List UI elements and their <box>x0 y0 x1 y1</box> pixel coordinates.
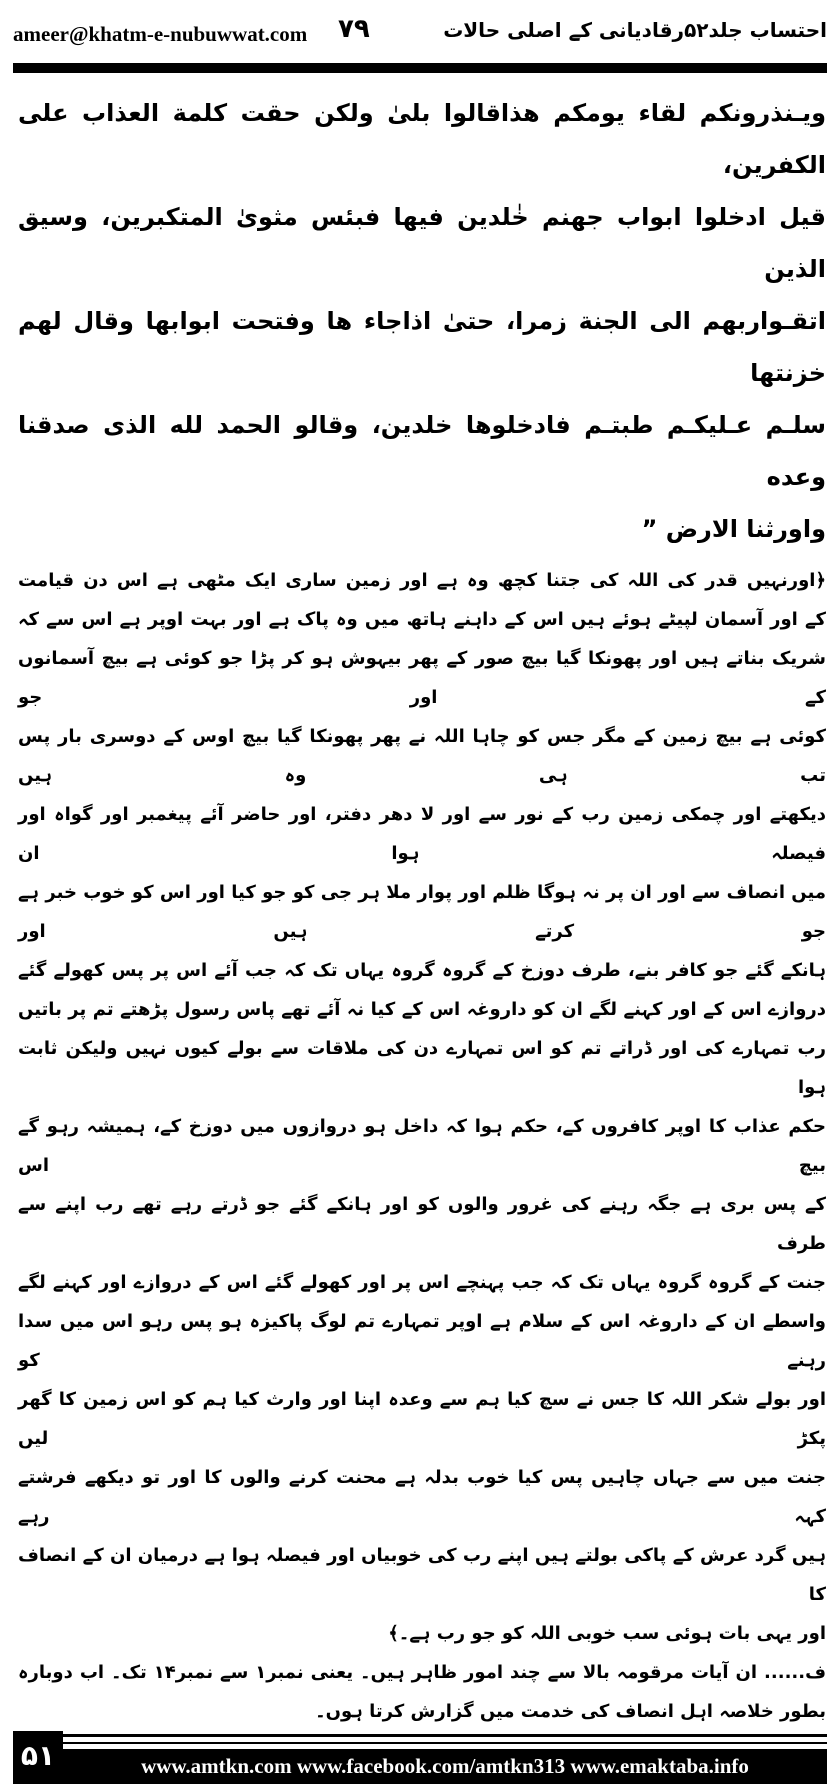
footer-rule <box>63 1742 827 1744</box>
header-rule <box>13 63 827 73</box>
header-email: ameer@khatm-e-nubuwwat.com <box>13 22 308 46</box>
urdu-translation-block <box>13 561 827 1731</box>
urdu-text-line: اور بولے شکر اللہ کا جس نے سچ کیا ہم سے وعدہ اپنا اور وارث کیا ہم کو اس زمین کا گھر پکڑ لیں <box>18 1389 826 1449</box>
page-footer <box>13 1731 827 1784</box>
urdu-text-line: جنت میں سے جہاں چاہیں پس کیا خوب بدلہ ہے محنت کرنے والوں کا اور تو دیکھے فرشتے کہہ رہے <box>18 1467 826 1527</box>
urdu-text-line: کوئی ہے بیچ زمین کے مگر جس کو چاہا اللہ نے پھر پھونکا گیا بیچ اوس کے دوسری بار پس تب ہی وہ ہیں <box>18 726 826 786</box>
arabic-verse-line: سلـم عـلیکـم طبتـم فادخلوها خلدین، وقالو الحمد لله الذی صدقنا وعده <box>18 411 826 491</box>
urdu-text-line: کے اور آسمان لپیٹے ہوئے ہیں اس کے داہنے ہاتھ میں وہ پاک ہے اور بہت اوپر ہے اس سے کہ <box>18 609 826 630</box>
urdu-text-line: اور یہی بات ہوئی سب خوبی اللہ کو جو رب ہے۔﴾ <box>388 1623 826 1644</box>
arabic-verse-line: ویـنذرونکم لقاء یومکم هذاقالوا بلیٰ ولکن حقت کلمة العذاب علی الکفرین، <box>18 99 826 179</box>
arabic-quote-block <box>13 87 827 555</box>
urdu-text-line: ف...... ان آیات مرقومہ بالا سے چند امور ظاہر ہیں۔ یعنی نمبر۱ سے نمبر۱۴ تک۔ اب دوبارہ <box>18 1662 826 1683</box>
footer-rule <box>63 1734 827 1737</box>
urdu-text-line: شریک بناتے ہیں اور پھونکا گیا بیچ صور کے پھر بیہوش ہو کر پڑا جو کوئی ہے بیچ آسمانوں کے اور جو <box>18 648 826 708</box>
urdu-text-line: بطور خلاصہ اہل انصاف کی خدمت میں گزارش کرتا ہوں۔ <box>315 1701 826 1722</box>
header-book-title: احتساب جلد۵۲رقادیانی کے اصلی حالات <box>443 18 827 42</box>
urdu-text-line: ہانکے گئے جو کافر بنے، طرف دوزخ کے گروہ گروہ یہاں تک کہ جب آئے اس پر پس کھولے گئے <box>18 960 826 981</box>
urdu-text-line: میں انصاف سے اور ان پر نہ ہوگا ظلم اور پوار ملا ہر جی کو جو کیا اور اس کو خوب خبر ہے جو کرتے ہیں اور <box>18 882 826 942</box>
urdu-text-line: ﴿اورنہیں قدر کی اللہ کی جتنا کچھ وہ ہے اور زمین ساری ایک مٹھی ہے اس دن قیامت <box>18 570 826 591</box>
urdu-text-line: ہیں گرد عرش کے پاکی بولتے ہیں اپنے رب کی خوبیاں اور فیصلہ ہوا ہے درمیان ان کے انصاف کا <box>18 1545 826 1605</box>
urdu-text-line: دروازے اس کے اور کہنے لگے ان کو داروغہ اس کے کیا نہ آئے تھے پاس رسول پڑھتے تم پر باتیں <box>18 999 826 1020</box>
urdu-text-line: رب تمہارے کی اور ڈراتے تم کو اس تمہارے دن کی ملاقات سے بولے کیوں نہیں ولیکن ثابت ہوا <box>18 1038 826 1098</box>
arabic-verse-line: واورثنا الارض ” <box>641 515 826 543</box>
urdu-text-line: واسطے ان کے داروغہ اس کے سلام ہے اوپر تمہارے تم لوگ پاکیزہ ہو پس رہو اس میں سدا رہنے کو <box>18 1311 826 1371</box>
footer-page-number: ۵۱ <box>13 1731 63 1784</box>
urdu-text-line: دیکھتے اور چمکی زمین رب کے نور سے اور لا دھر دفتر، اور حاضر آئے پیغمبر اور گواہ اور فیصلہ ہوا ان <box>18 804 826 864</box>
header-page-number: ۷۹ <box>338 14 370 44</box>
footer-links: www.amtkn.com www.facebook.com/amtkn313 www.emaktaba.info <box>63 1749 827 1784</box>
urdu-text-line: حکم عذاب کا اوپر کافروں کے، حکم ہوا کہ داخل ہو دروازوں میں دوزخ کے، ہمیشہ رہو گے بیچ اس <box>18 1116 826 1176</box>
arabic-verse-line: اتقـواربهم الی الجنة زمرا، حتیٰ اذاجاء ها وفتحت ابوابها وقال لهم خزنتها <box>18 307 826 387</box>
page-header <box>13 12 827 58</box>
urdu-text-line: جنت کے گروہ گروہ یہاں تک کہ جب پہنچے اس پر اور کھولے گئے اس کے دروازے اور کہنے لگے <box>18 1272 826 1293</box>
arabic-verse-line: قیل ادخلوا ابواب جهنم خٰلدین فیها فبئس مثویٰ المتکبرین، وسیق الذین <box>18 203 826 283</box>
urdu-text-line: کے پس بری ہے جگہ رہنے کی غرور والوں کو اور ہانکے گئے جو ڈرتے رہے تھے رب اپنے سے طرف <box>18 1194 826 1254</box>
